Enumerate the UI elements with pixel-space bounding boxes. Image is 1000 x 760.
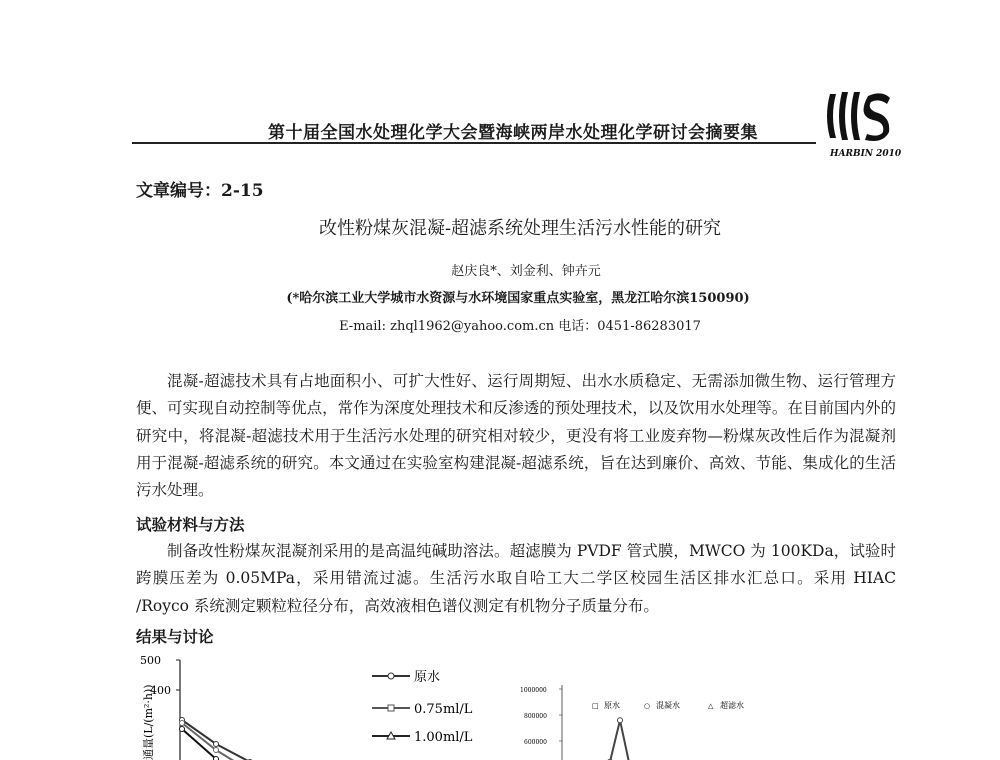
article-number: 文章编号：2-15 xyxy=(136,181,264,201)
flux-point-2-1 xyxy=(214,757,219,760)
header-title: 第十届全国水处理化学大会暨海峡两岸水处理化学研讨会摘要集 xyxy=(268,123,758,143)
flux-y-tick-0: 500 xyxy=(140,654,161,667)
legend-label-1: 0.75ml/L xyxy=(414,702,473,717)
mw-legend-marker-2: △ xyxy=(708,702,714,710)
logo-text: HARBIN 2010 xyxy=(830,149,902,159)
flux-y-tick-1: 400 xyxy=(150,684,171,697)
flux-point-2-0 xyxy=(180,727,185,732)
header-rule xyxy=(132,142,816,144)
flux-legend xyxy=(372,669,473,745)
mw-legend xyxy=(592,700,744,710)
methods-paragraph: 制备改性粉煤灰混凝剂采用的是高温纯碱助溶法。超滤膜为 PVDF 管式膜，MWCO 为 100KDa，试验时跨膜压差为 0.05MPa，采用错流过滤。生活污水取自哈工大二学区校园生活区排水汇总口。采用 HIAC /Royco 系统测定颗粒粒径分布，高效液相色谱仪测定有机物分子质量分布。 xyxy=(136,542,896,615)
paper-title: 改性粉煤灰混凝-超滤系统处理生活污水性能的研究 xyxy=(318,218,722,239)
conference-logo xyxy=(824,90,904,162)
contact-info: E-mail: zhql1962@yahoo.com.cn 电话：0451-86283017 xyxy=(339,319,701,334)
legend-label-2: 1.00ml/L xyxy=(414,730,473,745)
mw-legend-label-2: 超滤水 xyxy=(720,701,744,710)
flux-series-line-0 xyxy=(182,720,352,760)
flux-chart xyxy=(130,650,510,760)
flux-y-label: 通量(L/(m²·h)) xyxy=(142,684,155,760)
flux-series-line-1 xyxy=(182,723,352,760)
mw-y-tick-0: 1000000 xyxy=(520,687,547,694)
mw-legend-marker-0: □ xyxy=(592,702,599,710)
mw-distribution-chart xyxy=(510,675,810,760)
mw-legend-label-0: 原水 xyxy=(604,701,620,710)
mw-series-line-0 xyxy=(600,720,640,760)
mw-y-tick-1: 800000 xyxy=(524,713,547,720)
mw-y-tick-2: 600000 xyxy=(524,739,547,746)
abstract-paragraph: 混凝-超滤技术具有占地面积小、可扩大性好、运行周期短、出水水质稳定、无需添加微生物、运行管理方便、可实现自动控制等优点，常作为深度处理技术和反渗透的预处理技术，以及饮用水处理等。在目前国内外的研究中，将混凝-超滤技术用于生活污水处理的研究相对较少，更没有将工业废弃物—粉煤灰改性后作为混凝剂用于混凝-超滤系统的研究。本文通过在实验室构建混凝-超滤系统，旨在达到廉价、高效、节能、集成化的生活污水处理。 xyxy=(136,372,896,500)
legend-marker-1 xyxy=(388,705,394,711)
results-heading: 结果与讨论 xyxy=(136,627,214,646)
mw-legend-label-1: 混凝水 xyxy=(656,701,680,710)
methods-heading: 试验材料与方法 xyxy=(136,515,245,534)
flux-point-1-1 xyxy=(214,748,219,753)
mw-point-0-2 xyxy=(618,718,623,723)
legend-label-0: 原水 xyxy=(414,670,441,685)
authors: 赵庆良*、刘金利、钟卉元 xyxy=(451,264,601,279)
mw-legend-marker-1: ○ xyxy=(644,702,651,710)
flux-point-1-0 xyxy=(180,721,185,726)
affiliation: (*哈尔滨工业大学城市水资源与水环境国家重点实验室，黑龙江哈尔滨150090) xyxy=(286,291,750,306)
legend-marker-0 xyxy=(388,673,394,679)
flux-point-0-1 xyxy=(214,742,219,747)
